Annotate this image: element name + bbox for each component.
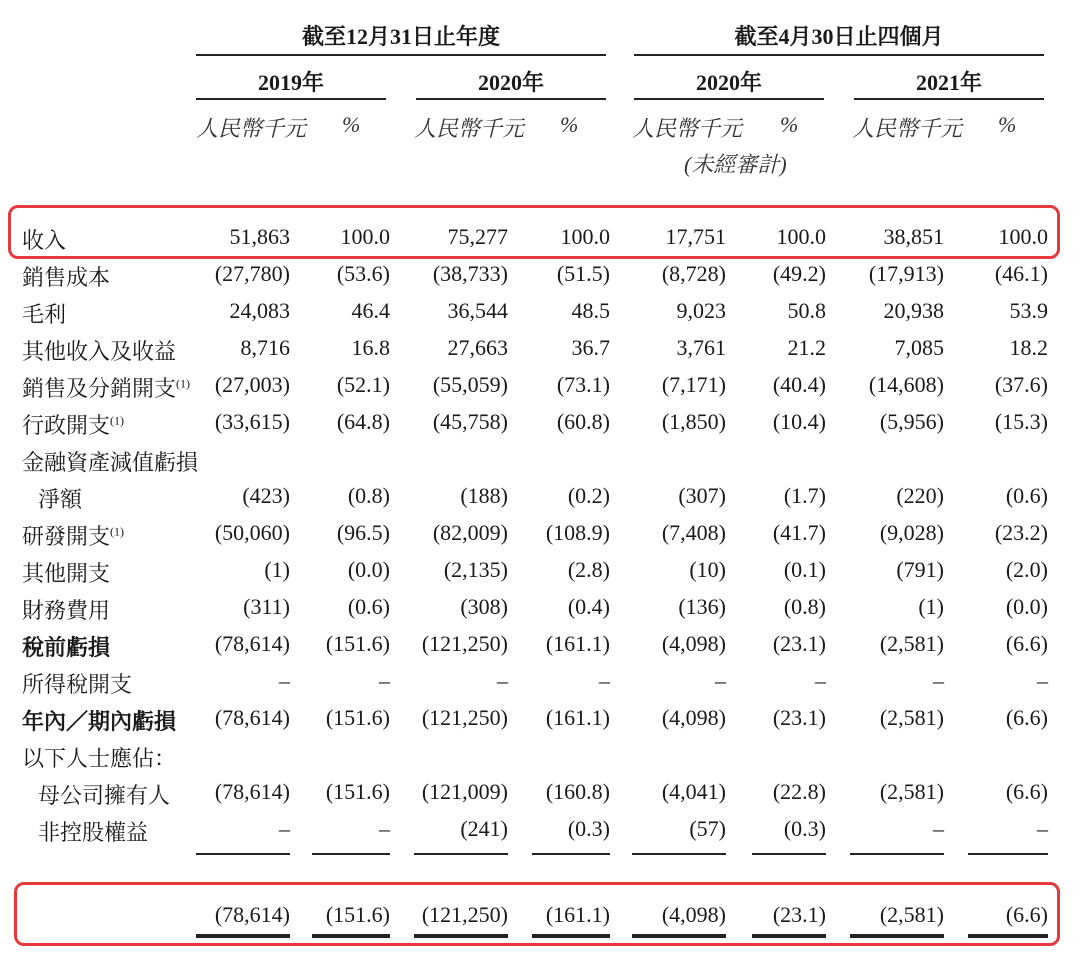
percent-cell: (108.9) bbox=[545, 520, 610, 545]
amount-cell: (7,171) bbox=[661, 372, 726, 397]
amount-cell: (2,581) bbox=[879, 705, 944, 730]
row-label-text: 研發開支 bbox=[22, 524, 111, 549]
amount-cell: (10) bbox=[689, 557, 726, 582]
row-label-text: 淨額 bbox=[38, 487, 83, 512]
row-label-text: 收入 bbox=[22, 228, 67, 253]
header-group-four-months: 截至4月30日止四個月 bbox=[734, 24, 944, 49]
table-row bbox=[0, 812, 1080, 848]
subtotal-rule bbox=[752, 853, 826, 855]
row-label bbox=[22, 668, 132, 699]
percent-cell: 46.4 bbox=[351, 298, 390, 323]
row-label-text: 年內／期內虧損 bbox=[22, 709, 177, 734]
amount-cell: (136) bbox=[678, 594, 726, 619]
percent-cell: (6.6) bbox=[1005, 705, 1048, 730]
highlight-box-revenue bbox=[8, 205, 1060, 259]
percent-cell: (96.5) bbox=[336, 520, 390, 545]
percent-cell: (151.6) bbox=[325, 902, 390, 927]
table-row bbox=[0, 664, 1080, 700]
header-group-year-end: 截至12月31日止年度 bbox=[301, 24, 500, 49]
amount-cell: (2,581) bbox=[879, 779, 944, 804]
amount-cell: (14,608) bbox=[868, 372, 944, 397]
percent-cell: (52.1) bbox=[336, 372, 390, 397]
percent-cell: (10.4) bbox=[772, 409, 826, 434]
percent-cell: (53.6) bbox=[336, 261, 390, 286]
percent-cell: (161.1) bbox=[545, 902, 610, 927]
percent-cell: 48.5 bbox=[571, 298, 610, 323]
subtotal-rule bbox=[414, 853, 508, 855]
percent-cell: – bbox=[1037, 816, 1048, 841]
percent-cell: (40.4) bbox=[772, 372, 826, 397]
row-label bbox=[38, 816, 148, 847]
amount-cell: (1) bbox=[918, 594, 944, 619]
amount-cell: (27,780) bbox=[214, 261, 290, 286]
percent-cell: (23.1) bbox=[772, 902, 826, 927]
percent-cell: 100.0 bbox=[998, 224, 1048, 249]
amount-cell: (188) bbox=[460, 483, 508, 508]
percent-cell: (151.6) bbox=[325, 705, 390, 730]
table-row bbox=[0, 516, 1080, 552]
percent-cell: (6.6) bbox=[1005, 902, 1048, 927]
row-label bbox=[22, 372, 190, 403]
unit-currency: 人民幣千元 bbox=[852, 116, 963, 141]
amount-cell: 17,751 bbox=[665, 224, 726, 249]
amount-cell: 20,938 bbox=[883, 298, 944, 323]
amount-cell: (4,098) bbox=[661, 902, 726, 927]
amount-cell: (791) bbox=[896, 557, 944, 582]
row-label-text: 行政開支 bbox=[22, 413, 111, 438]
row-label bbox=[22, 409, 124, 440]
amount-cell: 8,716 bbox=[240, 335, 290, 360]
amount-cell: (2,581) bbox=[879, 902, 944, 927]
percent-cell: (23.2) bbox=[994, 520, 1048, 545]
header-group-rule bbox=[634, 54, 1044, 56]
row-label bbox=[22, 261, 110, 292]
percent-cell: (37.6) bbox=[994, 372, 1048, 397]
row-label-text: 其他收入及收益 bbox=[22, 339, 177, 364]
year-rule bbox=[854, 98, 1044, 100]
subtotal-rule bbox=[196, 853, 290, 855]
percent-cell: (0.1) bbox=[783, 557, 826, 582]
percent-cell: (161.1) bbox=[545, 705, 610, 730]
percent-cell: (41.7) bbox=[772, 520, 826, 545]
amount-cell: (241) bbox=[460, 816, 508, 841]
percent-cell: 50.8 bbox=[787, 298, 826, 323]
amount-cell: (78,614) bbox=[214, 705, 290, 730]
subtotal-rule bbox=[312, 853, 390, 855]
amount-cell: (1,850) bbox=[661, 409, 726, 434]
percent-cell: (0.4) bbox=[567, 594, 610, 619]
amount-cell: (82,009) bbox=[432, 520, 508, 545]
row-label-text: 母公司擁有人 bbox=[38, 783, 171, 808]
amount-cell: (50,060) bbox=[214, 520, 290, 545]
row-label bbox=[22, 520, 124, 551]
header-group-rule bbox=[196, 54, 606, 56]
percent-cell: 18.2 bbox=[1009, 335, 1048, 360]
percent-cell: (49.2) bbox=[772, 261, 826, 286]
amount-cell: – bbox=[933, 668, 944, 693]
percent-cell: (160.8) bbox=[545, 779, 610, 804]
unit-percent: % bbox=[998, 112, 1017, 137]
percent-cell: (0.0) bbox=[347, 557, 390, 582]
amount-cell: – bbox=[497, 668, 508, 693]
amount-cell: (33,615) bbox=[214, 409, 290, 434]
percent-cell: 100.0 bbox=[340, 224, 390, 249]
table-row bbox=[0, 368, 1080, 404]
amount-cell: (308) bbox=[460, 594, 508, 619]
amount-cell: 3,761 bbox=[676, 335, 726, 360]
row-label-text: 毛利 bbox=[22, 302, 67, 327]
percent-cell: (1.7) bbox=[783, 483, 826, 508]
row-label bbox=[22, 298, 66, 329]
percent-cell: – bbox=[379, 668, 390, 693]
amount-cell: (78,614) bbox=[214, 631, 290, 656]
footnote-marker: (1) bbox=[176, 376, 191, 391]
percent-cell: – bbox=[1037, 668, 1048, 693]
amount-cell: (17,913) bbox=[868, 261, 944, 286]
row-label-text: 非控股權益 bbox=[38, 820, 149, 845]
percent-cell: 21.2 bbox=[787, 335, 826, 360]
percent-cell: (0.2) bbox=[567, 483, 610, 508]
subtotal-rule bbox=[532, 853, 610, 855]
amount-cell: – bbox=[279, 668, 290, 693]
table-row bbox=[0, 257, 1080, 293]
amount-cell: (1) bbox=[264, 557, 290, 582]
percent-cell: 100.0 bbox=[776, 224, 826, 249]
amount-cell: 51,863 bbox=[229, 224, 290, 249]
amount-cell: – bbox=[933, 816, 944, 841]
highlight-box-total bbox=[14, 882, 1060, 946]
percent-cell: (23.1) bbox=[772, 631, 826, 656]
row-label-text: 稅前虧損 bbox=[22, 635, 111, 660]
unit-percent: % bbox=[780, 112, 799, 137]
row-label bbox=[22, 742, 176, 773]
row-label bbox=[22, 557, 110, 588]
subtotal-rule bbox=[968, 853, 1048, 855]
amount-cell: (2,581) bbox=[879, 631, 944, 656]
amount-cell: (121,009) bbox=[421, 779, 508, 804]
percent-cell: (2.8) bbox=[567, 557, 610, 582]
table-row bbox=[0, 701, 1080, 737]
table-row bbox=[0, 442, 1080, 478]
percent-cell: 16.8 bbox=[351, 335, 390, 360]
percent-cell: (0.0) bbox=[1005, 594, 1048, 619]
amount-cell: (9,028) bbox=[879, 520, 944, 545]
amount-cell: (121,250) bbox=[421, 902, 508, 927]
table-row bbox=[0, 294, 1080, 330]
amount-cell: – bbox=[715, 668, 726, 693]
percent-cell: – bbox=[815, 668, 826, 693]
row-label-text: 財務費用 bbox=[22, 598, 111, 623]
year-header: 2019年 bbox=[257, 70, 324, 95]
percent-cell: (0.6) bbox=[1005, 483, 1048, 508]
percent-cell: (151.6) bbox=[325, 631, 390, 656]
amount-cell: (121,250) bbox=[421, 705, 508, 730]
amount-cell: (4,098) bbox=[661, 705, 726, 730]
percent-cell: (6.6) bbox=[1005, 779, 1048, 804]
unit-currency: 人民幣千元 bbox=[196, 116, 307, 141]
amount-cell: 27,663 bbox=[447, 335, 508, 360]
subtotal-rule bbox=[632, 853, 726, 855]
row-label bbox=[22, 705, 176, 736]
amount-cell: 7,085 bbox=[894, 335, 944, 360]
amount-cell: 24,083 bbox=[229, 298, 290, 323]
percent-cell: (15.3) bbox=[994, 409, 1048, 434]
amount-cell: (38,733) bbox=[432, 261, 508, 286]
amount-cell: (78,614) bbox=[214, 902, 290, 927]
year-header: 2021年 bbox=[915, 70, 982, 95]
amount-cell: (57) bbox=[689, 816, 726, 841]
amount-cell: (2,135) bbox=[443, 557, 508, 582]
unit-percent: % bbox=[560, 112, 579, 137]
row-label bbox=[22, 446, 198, 477]
percent-cell: 53.9 bbox=[1009, 298, 1048, 323]
row-label-text: 其他開支 bbox=[22, 561, 111, 586]
amount-cell: (311) bbox=[243, 594, 290, 619]
table-row bbox=[0, 775, 1080, 811]
percent-cell: – bbox=[599, 668, 610, 693]
row-label-text: 以下人士應佔： bbox=[22, 746, 177, 771]
row-label bbox=[22, 335, 176, 366]
percent-cell: (23.1) bbox=[772, 705, 826, 730]
unit-currency: 人民幣千元 bbox=[632, 116, 743, 141]
row-label-text: 銷售及分銷開支 bbox=[22, 376, 177, 401]
amount-cell: (220) bbox=[896, 483, 944, 508]
year-header: 2020年 bbox=[477, 70, 544, 95]
table-row bbox=[0, 627, 1080, 663]
percent-cell: (6.6) bbox=[1005, 631, 1048, 656]
amount-cell: (4,098) bbox=[661, 631, 726, 656]
table-row bbox=[0, 331, 1080, 367]
year-header: 2020年 bbox=[695, 70, 762, 95]
table-row bbox=[0, 479, 1080, 515]
percent-cell: 100.0 bbox=[560, 224, 610, 249]
amount-cell: (8,728) bbox=[661, 261, 726, 286]
percent-cell: (161.1) bbox=[545, 631, 610, 656]
percent-cell: (73.1) bbox=[556, 372, 610, 397]
subtotal-rule bbox=[850, 853, 944, 855]
table-row bbox=[0, 738, 1080, 774]
amount-cell: – bbox=[279, 816, 290, 841]
row-label bbox=[38, 483, 82, 514]
unit-currency: 人民幣千元 bbox=[414, 116, 525, 141]
row-label bbox=[22, 631, 110, 662]
year-rule bbox=[416, 98, 606, 100]
amount-cell: 9,023 bbox=[676, 298, 726, 323]
table-row bbox=[0, 590, 1080, 626]
unit-percent: % bbox=[342, 112, 361, 137]
percent-cell: (60.8) bbox=[556, 409, 610, 434]
row-label-text: 銷售成本 bbox=[22, 265, 111, 290]
percent-cell: (151.6) bbox=[325, 779, 390, 804]
amount-cell: (121,250) bbox=[421, 631, 508, 656]
percent-cell: (46.1) bbox=[994, 261, 1048, 286]
unaudited-note: (未經審計) bbox=[684, 152, 787, 177]
amount-cell: (423) bbox=[242, 483, 290, 508]
amount-cell: (5,956) bbox=[879, 409, 944, 434]
percent-cell: (0.3) bbox=[783, 816, 826, 841]
amount-cell: (27,003) bbox=[214, 372, 290, 397]
percent-cell: (22.8) bbox=[772, 779, 826, 804]
amount-cell: (307) bbox=[678, 483, 726, 508]
amount-cell: (7,408) bbox=[661, 520, 726, 545]
amount-cell: 38,851 bbox=[883, 224, 944, 249]
row-label-text: 金融資產減值虧損 bbox=[22, 450, 199, 475]
percent-cell: (2.0) bbox=[1005, 557, 1048, 582]
year-rule bbox=[196, 98, 386, 100]
amount-cell: (4,041) bbox=[661, 779, 726, 804]
percent-cell: (0.6) bbox=[347, 594, 390, 619]
percent-cell: 36.7 bbox=[571, 335, 610, 360]
percent-cell: (0.8) bbox=[783, 594, 826, 619]
percent-cell: – bbox=[379, 816, 390, 841]
footnote-marker: (1) bbox=[110, 413, 125, 428]
footnote-marker: (1) bbox=[110, 524, 125, 539]
amount-cell: 75,277 bbox=[447, 224, 508, 249]
percent-cell: (51.5) bbox=[556, 261, 610, 286]
row-label bbox=[38, 779, 170, 810]
row-label-text: 所得稅開支 bbox=[22, 672, 133, 697]
amount-cell: (78,614) bbox=[214, 779, 290, 804]
amount-cell: (45,758) bbox=[432, 409, 508, 434]
table-row bbox=[0, 553, 1080, 589]
percent-cell: (64.8) bbox=[336, 409, 390, 434]
row-label bbox=[22, 594, 110, 625]
table-row bbox=[0, 405, 1080, 441]
year-rule bbox=[634, 98, 824, 100]
percent-cell: (0.3) bbox=[567, 816, 610, 841]
amount-cell: (55,059) bbox=[432, 372, 508, 397]
amount-cell: 36,544 bbox=[447, 298, 508, 323]
percent-cell: (0.8) bbox=[347, 483, 390, 508]
